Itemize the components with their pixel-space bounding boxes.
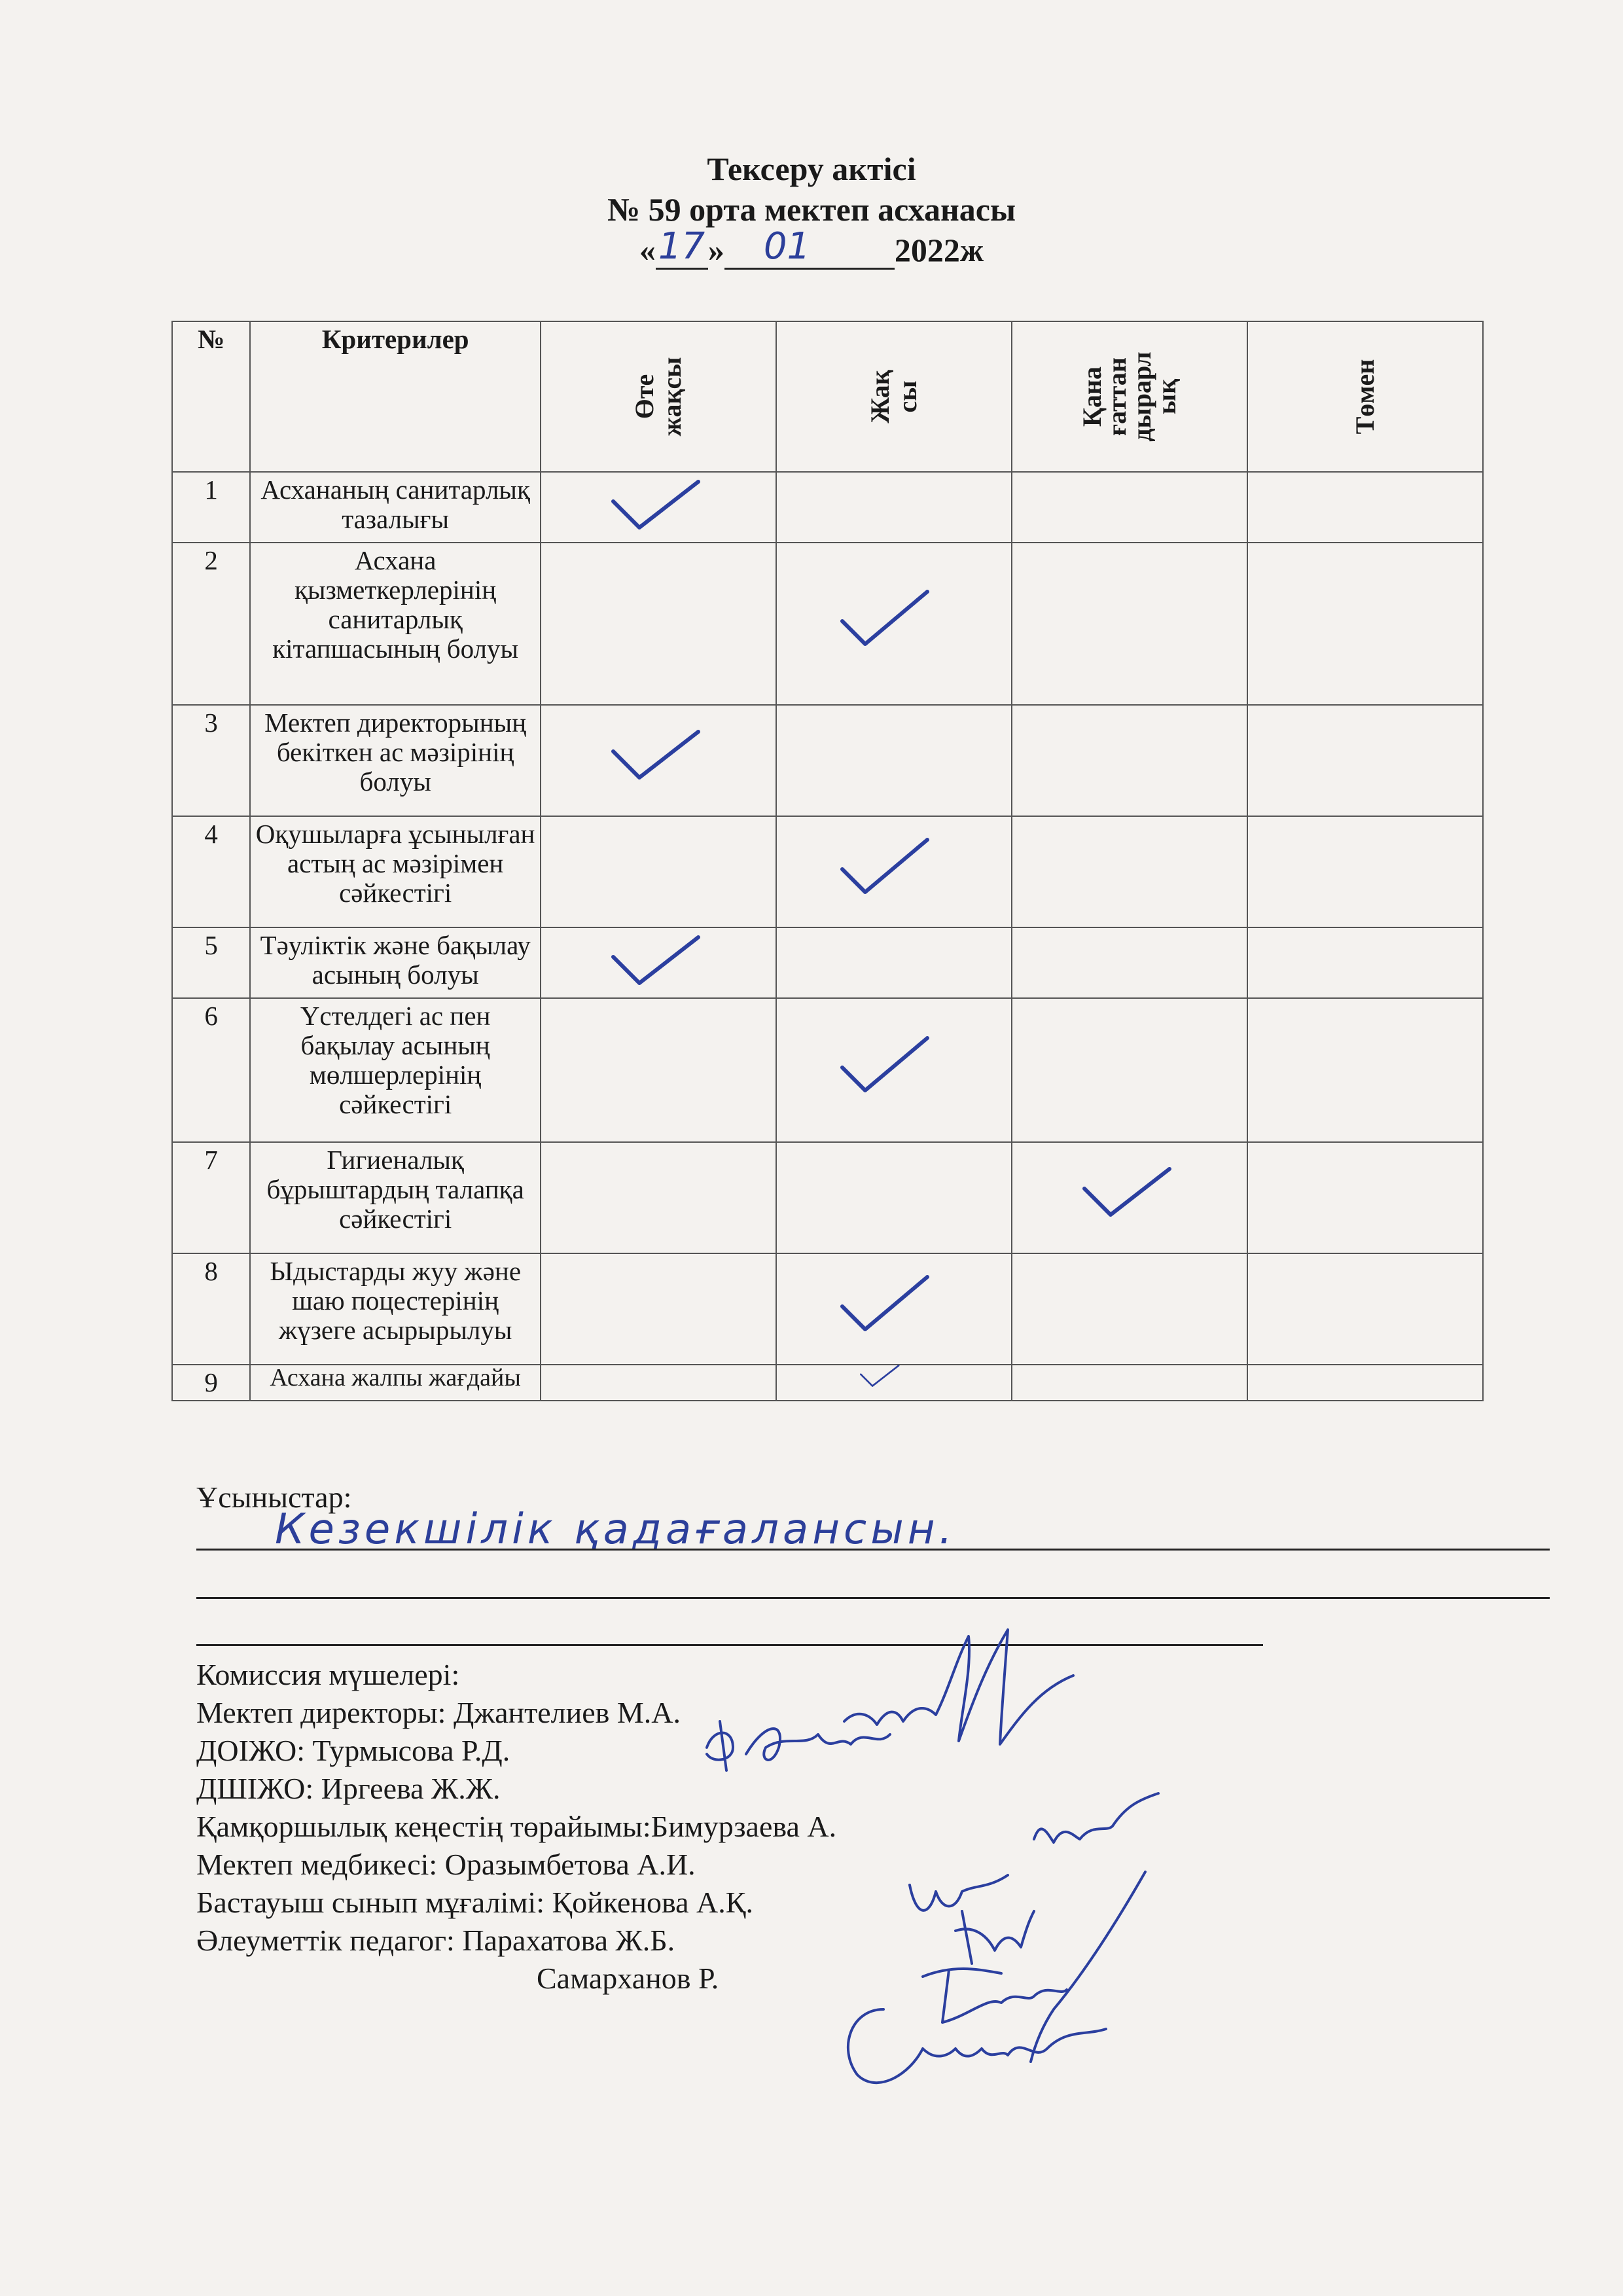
doc-title: Тексеру актісі — [707, 151, 916, 187]
row-criterion: Асхана қызметкерлерінің санитарлық кітапшасының болуы — [250, 543, 541, 705]
rating-cell — [1247, 705, 1483, 816]
rating-cell — [1247, 1365, 1483, 1401]
recommendations-handwritten: Кезекшілік қадағалансын. — [275, 1505, 956, 1554]
row-number: 2 — [172, 543, 250, 705]
rating-cell — [776, 1365, 1012, 1401]
rating-cell — [776, 927, 1012, 998]
row-criterion: Мектеп директорының бекіткен ас мәзірінің болуы — [250, 705, 541, 816]
header-criteria: Критерилер — [250, 321, 541, 472]
header-excellent: Өте жақсы — [541, 321, 776, 472]
row-criterion: Тәуліктік және бақылау асының болуы — [250, 927, 541, 998]
date-day-field — [656, 225, 708, 270]
rating-cell — [1012, 927, 1247, 998]
criteria-row — [172, 998, 1483, 1142]
row-number: 5 — [172, 927, 250, 998]
rating-cell — [541, 543, 776, 705]
date-open-quote: « — [639, 232, 656, 268]
commission-member: Бастауыш сынып мұғалімі: Қойкенова А.Қ. — [196, 1886, 753, 1919]
checkmark-icon — [600, 931, 705, 1003]
recommendation-line — [196, 1644, 1263, 1646]
criteria-row — [172, 927, 1483, 998]
rating-cell — [1247, 1253, 1483, 1365]
rating-cell — [1012, 472, 1247, 543]
rating-cell — [776, 1142, 1012, 1253]
recommendation-line — [196, 1549, 1550, 1551]
commission-member: Мектеп директоры: Джантелиев М.А. — [196, 1696, 681, 1729]
row-number: 1 — [172, 472, 250, 543]
row-number: 7 — [172, 1142, 250, 1253]
header-num: № — [172, 321, 250, 472]
header-low: Төмен — [1247, 321, 1483, 472]
rating-cell — [541, 1142, 776, 1253]
date-month-field — [724, 225, 895, 270]
checkmark-icon — [600, 475, 705, 547]
commission-member: Қамқоршылық кеңестің төрайымы:Бимурзаева А. — [196, 1810, 837, 1843]
doc-date — [0, 225, 1623, 270]
row-criterion: Асхана жалпы жағдайы — [250, 1365, 541, 1401]
date-close-quote: » — [707, 232, 724, 268]
criteria-row — [172, 1253, 1483, 1365]
row-number: 9 — [172, 1365, 250, 1401]
rating-cell — [541, 1365, 776, 1401]
commission-member: Әлеуметтік педагог: Парахатова Ж.Б. — [196, 1924, 675, 1957]
row-criterion: Оқушыларға ұсынылған астың ас мәзірімен сәйкестігі — [250, 816, 541, 927]
commission-label: Комиссия мүшелері: — [196, 1658, 460, 1691]
checkmark-icon — [1071, 1162, 1176, 1234]
recommendation-line — [196, 1597, 1550, 1599]
rating-cell — [1012, 705, 1247, 816]
row-number: 8 — [172, 1253, 250, 1365]
commission-member: ДШІЖО: Иргеева Ж.Ж. — [196, 1772, 501, 1805]
criteria-row — [172, 1365, 1483, 1401]
row-number: 3 — [172, 705, 250, 816]
row-criterion: Асхананың санитарлық тазалығы — [250, 472, 541, 543]
criteria-row — [172, 816, 1483, 927]
commission-block — [196, 1656, 836, 1998]
row-criterion: Үстелдегі ас пен бақылау асының мөлшерлерінің сәйкестігі — [250, 998, 541, 1142]
checkmark-icon — [836, 1035, 940, 1107]
rating-cell — [1247, 927, 1483, 998]
rating-cell — [541, 998, 776, 1142]
checkmark-icon — [836, 1274, 940, 1346]
row-criterion: Гигиеналық бұрыштардың талапқа сәйкестігі — [250, 1142, 541, 1253]
rating-cell — [1247, 816, 1483, 927]
commission-member: ДОІЖО: Турмысова Р.Д. — [196, 1734, 510, 1767]
rating-cell — [1247, 1142, 1483, 1253]
date-month: 01 — [763, 225, 811, 268]
header-good: Жақ сы — [776, 321, 1012, 472]
criteria-row — [172, 472, 1483, 543]
header-satisfactory: Қана ғаттан дырарл ық — [1012, 321, 1247, 472]
criteria-row — [172, 543, 1483, 705]
rating-cell — [1247, 472, 1483, 543]
rating-cell — [1247, 543, 1483, 705]
rating-cell — [1012, 1365, 1247, 1401]
criteria-row — [172, 705, 1483, 816]
criteria-table — [171, 321, 1484, 1401]
commission-member: Мектеп медбикесі: Оразымбетова А.И. — [196, 1848, 696, 1881]
checkmark-icon — [849, 1363, 908, 1389]
date-year: 2022ж — [894, 232, 984, 268]
rating-cell — [541, 927, 776, 998]
checkmark-icon — [836, 836, 940, 908]
rating-cell — [541, 1253, 776, 1365]
rating-cell — [776, 472, 1012, 543]
commission-member-extra: Самарханов Р. — [537, 1962, 719, 1995]
rating-cell — [1012, 1253, 1247, 1365]
rating-cell — [776, 998, 1012, 1142]
rating-cell — [776, 1253, 1012, 1365]
rating-cell — [1247, 998, 1483, 1142]
signature-turmysova — [700, 1708, 897, 1780]
rating-cell — [776, 543, 1012, 705]
date-day: 17 — [658, 225, 705, 268]
rating-cell — [776, 816, 1012, 927]
checkmark-icon — [600, 725, 705, 797]
criteria-row — [172, 1142, 1483, 1253]
rating-cell — [1012, 816, 1247, 927]
rating-cell — [541, 705, 776, 816]
doc-subtitle: № 59 орта мектеп асханасы — [607, 191, 1016, 228]
row-criterion: Ыдыстарды жуу және шаю поцестерінің жүзеге асырырылуы — [250, 1253, 541, 1365]
rating-cell — [776, 705, 1012, 816]
checkmark-icon — [836, 588, 940, 660]
rating-cell — [541, 472, 776, 543]
rating-cell — [1012, 543, 1247, 705]
signature-bimurzaeva — [1027, 1787, 1165, 1859]
rating-cell — [1012, 1142, 1247, 1253]
signature-parakhatova-samarkhanov — [805, 1865, 1158, 2108]
rating-cell — [541, 816, 776, 927]
rating-cell — [1012, 998, 1247, 1142]
row-number: 6 — [172, 998, 250, 1142]
recommendations-label: Ұсыныстар: — [196, 1480, 352, 1514]
row-number: 4 — [172, 816, 250, 927]
